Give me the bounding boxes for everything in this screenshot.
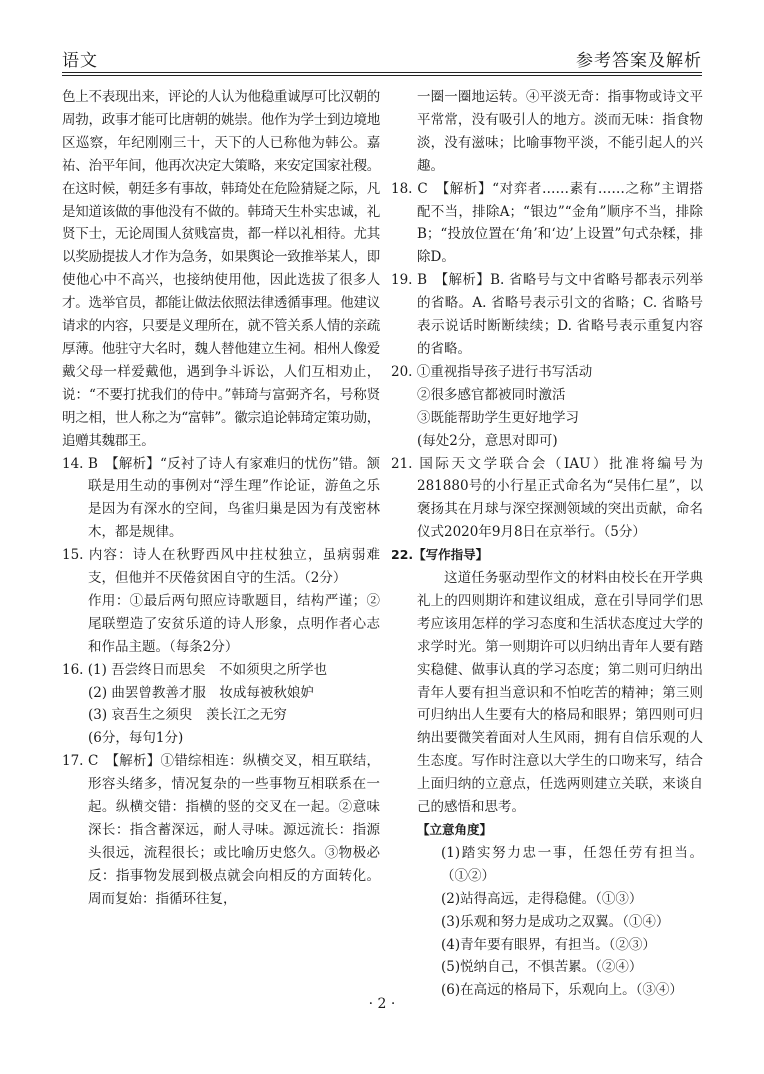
answer-paragraph: 16. (1) 吾尝终日而思矣 不如须臾之所学也 <box>62 661 328 678</box>
answer-paragraph: (2)站得高远，走得稳健。（①③） <box>441 890 643 907</box>
answer-paragraph: (6)在高远的格局下，乐观向上。（③④） <box>441 982 683 999</box>
section-title: 参考答案及解析 <box>576 51 702 71</box>
answer-paragraph: (5)悦纳自己，不惧苦累。（②④） <box>441 959 643 976</box>
answer-paragraph: ②很多感官都被同时激活 <box>417 386 566 403</box>
answer-paragraph: 作用：①最后两句照应诗歌题目，结构严谨；②尾联塑造了安贫乐道的诗人形象，点明作者心志和作品主题。（每条2分） <box>88 592 380 655</box>
answer-paragraph: (3)乐观和努力是成功之双翼。（①④） <box>441 913 670 930</box>
answer-paragraph: 17. C 【解析】①错综相连：纵横交叉，相互联结，形容头绪多，情况复杂的一些事物互相联系在一起。纵横交错：指横的竖的交叉在一起。②意味深长：指含蓄深远，耐人寻味。源远流长：指源头很远，流程很长；或比喻历史悠久。③物极必反：指事物发展到极点就会向相反的方面转化。周而复始：指循环往复， <box>62 753 380 907</box>
answer-paragraph: 15. 内容：诗人在秋野西风中拄杖独立，虽病弱难支，但他并不厌倦贫困自守的生活。（2分） <box>62 547 380 587</box>
left-column <box>62 86 380 911</box>
answer-paragraph: 22.【写作指导】 <box>391 547 489 563</box>
answer-paragraph: (6分，每句1分) <box>88 730 184 747</box>
header-rule-thin <box>62 75 702 76</box>
answer-paragraph: 14. B 【解析】“反衬了诗人有家难归的忧伤”错。颔联是用生动的事例对“浮生理”作论证，游鱼之乐是因为有深水的空间，鸟雀归巢是因为有茂密林木，都是规律。 <box>62 455 380 541</box>
answer-paragraph: 这道任务驱动型作文的材料由校长在开学典礼上的四则期许和建议组成，意在引导同学们思考应该用怎样的学习态度和生活状态度过大学的求学时光。第一则期许可以归纳出青年人要有踏实稳健、做事认真的学习态度；第二则可归纳出青年人要有担当意识和不怕吃苦的精神；第三则可归纳出人生要有大的格局和眼界；第四则可归纳出要微笑着面对人生风雨，拥有自信乐观的人生态度。写作时注意以大学生的口吻来写，结合上面归纳的立意点，任选两则建立关联，来谈自己的感悟和思考。 <box>417 570 703 816</box>
subject-label: 语文 <box>62 51 98 71</box>
answer-paragraph: ③既能帮助学生更好地学习 <box>417 409 579 426</box>
answer-paragraph: 20. ①重视指导孩子进行书写活动 <box>391 363 593 380</box>
header-rule <box>62 72 702 73</box>
answer-paragraph: 19. B 【解析】B. 省略号与文中省略号都表示列举的省略。A. 省略号表示引文的省略；C. 省略号表示说话时断断续续；D. 省略号表示重复内容的省略。 <box>391 272 703 357</box>
answer-paragraph: 【立意角度】 <box>417 822 493 837</box>
answer-paragraph: 21. 国际天文学联合会（IAU）批准将编号为281880号的小行星正式命名为“吴伟仁星”，以褒扬其在月球与深空探测领域的突出贡献，命名仪式2020年9月8日在京举行。（5分） <box>391 455 703 541</box>
answer-paragraph: 一圈一圈地运转。④平淡无奇：指事物或诗文平平常常，没有吸引人的地方。淡而无味：指食物淡，没有滋味；比喻事物平淡，不能引起人的兴趣。 <box>417 89 703 174</box>
answer-paragraph: (3) 哀吾生之须臾 羡长江之无穷 <box>88 707 287 724</box>
page-header <box>62 42 702 72</box>
answer-paragraph: (每处2分，意思对即可) <box>417 432 558 449</box>
right-column <box>391 86 703 1002</box>
answer-paragraph: 色上不表现出来，评论的人认为他稳重诚厚可比汉朝的周勃，政事才能可比唐朝的姚崇。他作为学士到边境地区巡察，年纪刚刚三十，天下的人已称他为韩公。嘉祐、治平年间，他再次决定大策略，来安定国家社稷。在这时候，朝廷多有事故，韩琦处在危险猜疑之际，凡是知道该做的事他没有不做的。韩琦天生朴实忠诚，礼贤下士，无论周围人贫贱富贵，都一样以礼相待。尤其以奖励提拔人才作为急务，如果舆论一致推举某人，即使他心中不高兴，也接纳使用他，因此选拔了很多人才。选举官员，都能让做法依照法律透循事理。他建议请求的内容，只要是义理所在，就不管关系人情的亲疏厚薄。他驻守大名时，魏人替他建立生祠。相州人像爱戴父母一样爱戴他，遇到争斗诉讼，人们互相劝止，说：“不要打扰我们的侍中。”韩琦与富弼齐名，号称贤明之相，世人称之为“富韩”。徽宗追论韩琦定策功勋，追赠其魏郡王。 <box>62 89 380 449</box>
page-number: · 2 · <box>368 996 396 1012</box>
answer-paragraph: 18. C 【解析】“对弈者……素有……之称”主谓搭配不当，排除A；“银边”“金角”顺序不当，排除B；“投放位置在‘角’和‘边’上设置”句式杂糅，排除D。 <box>391 180 703 266</box>
answer-paragraph: (1)踏实努力忠一事，任怨任劳有担当。（①②） <box>441 844 703 884</box>
answer-paragraph: (2) 曲罢曾教善才服 妆成每被秋娘妒 <box>88 684 314 701</box>
answer-paragraph: (4)青年要有眼界，有担当。（②③） <box>441 936 656 953</box>
